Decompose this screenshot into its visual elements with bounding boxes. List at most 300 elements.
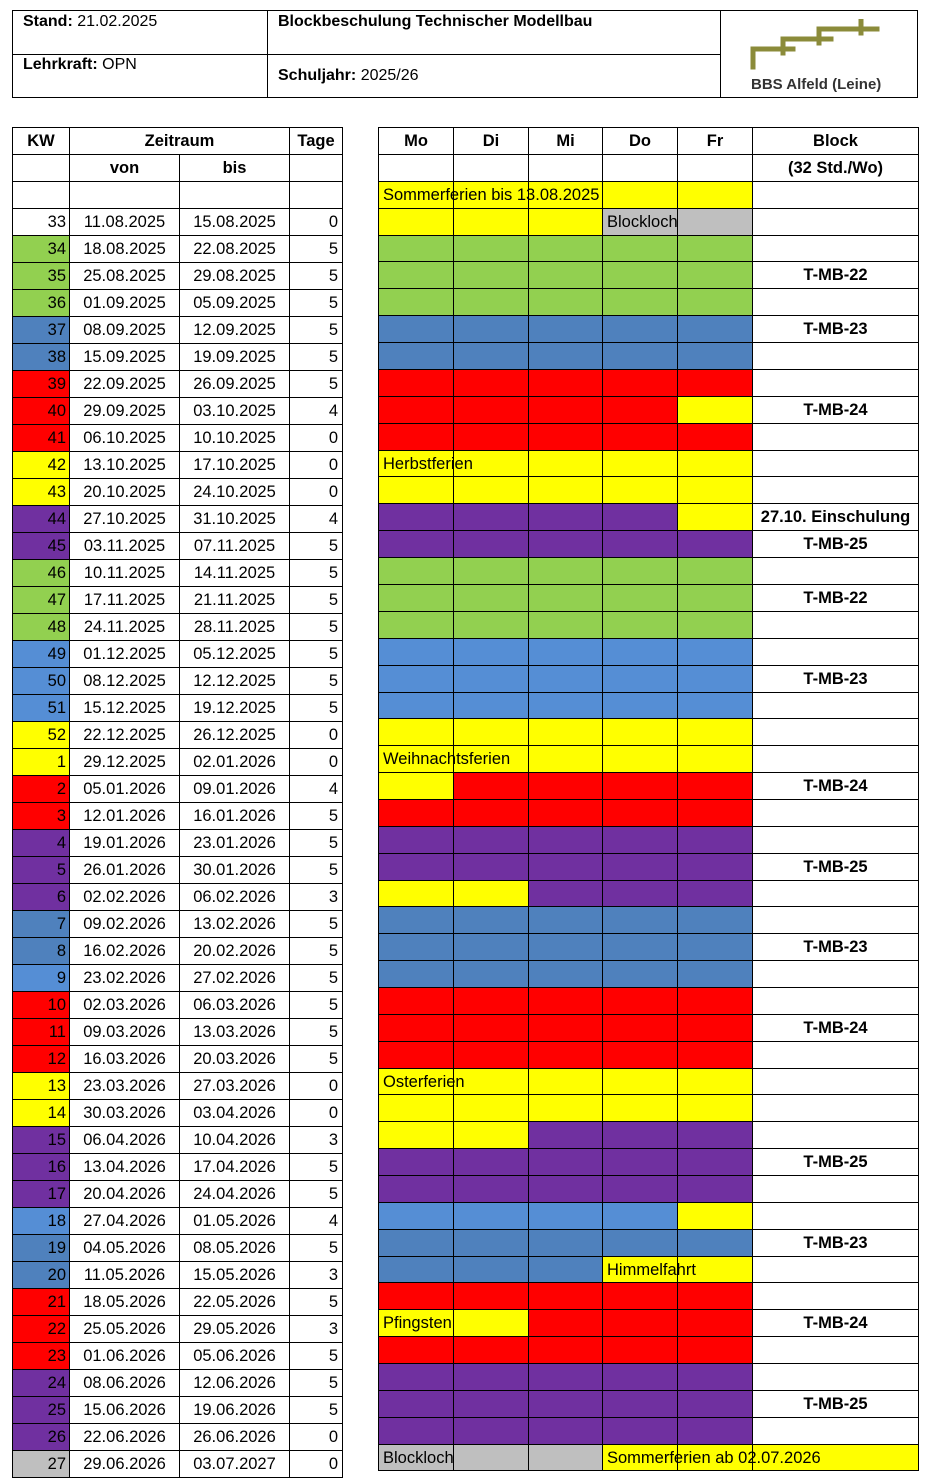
day-cell (678, 369, 753, 396)
tage-cell: 5 (290, 289, 343, 316)
schedule-row (379, 1175, 919, 1202)
block-cell: T-MB-25 (753, 531, 919, 558)
day-cell (678, 343, 753, 370)
kw-cell: 2 (13, 775, 70, 802)
day-cell (603, 262, 678, 289)
schedule-row (379, 934, 919, 961)
day-cell (603, 961, 678, 988)
tage-cell: 5 (290, 613, 343, 640)
document-title: Blockbeschulung Technischer Modellbau (278, 13, 593, 30)
day-cell (454, 961, 529, 988)
bis-cell: 26.06.2026 (180, 1423, 290, 1450)
von-cell: 29.06.2026 (70, 1450, 180, 1477)
bis-cell: 23.01.2026 (180, 829, 290, 856)
day-cell (603, 1256, 696, 1283)
day-cell (454, 880, 529, 907)
schedule-row (379, 316, 919, 343)
day-cell (379, 396, 454, 423)
tage-cell: 5 (290, 559, 343, 586)
day-cell (603, 692, 678, 719)
von-cell: 10.11.2025 (70, 559, 180, 586)
day-cell (454, 289, 529, 316)
tage-cell: 5 (290, 586, 343, 613)
bis-cell: 30.01.2026 (180, 856, 290, 883)
kw-cell: 22 (13, 1315, 70, 1342)
day-cell (603, 450, 678, 477)
schedule-row (379, 719, 919, 746)
day-cell (379, 746, 511, 773)
schedule-row (379, 369, 919, 396)
kw-cell: 27 (13, 1450, 70, 1477)
day-cell (678, 1363, 753, 1390)
block-cell (753, 1363, 919, 1390)
subheader-row (13, 155, 343, 182)
block-cell (753, 1041, 919, 1068)
day-cell (529, 611, 603, 638)
schuljahr-value: 2025/26 (360, 67, 419, 84)
day-cell (603, 1068, 678, 1095)
bis-cell: 29.05.2026 (180, 1315, 290, 1342)
day-cell (678, 396, 753, 423)
day-cell (678, 880, 753, 907)
block-cell: T-MB-23 (753, 665, 919, 692)
tage-cell: 3 (290, 883, 343, 910)
tage-cell: 5 (290, 829, 343, 856)
day-cell (454, 423, 529, 450)
lehrkraft-label: Lehrkraft: (23, 56, 98, 73)
day-cell (454, 558, 529, 585)
lehrkraft-value: OPN (102, 56, 137, 73)
von-cell: 17.11.2025 (70, 586, 180, 613)
bis-cell: 03.04.2026 (180, 1099, 290, 1126)
schedule-row (379, 1229, 919, 1256)
bis-cell: 10.10.2025 (180, 424, 290, 451)
von-cell: 04.05.2026 (70, 1234, 180, 1261)
tage-cell: 5 (290, 667, 343, 694)
week-row (13, 856, 343, 883)
day-cell (454, 611, 529, 638)
day-cell (603, 343, 678, 370)
schedule-row (379, 1363, 919, 1390)
von-cell: 27.10.2025 (70, 505, 180, 532)
kw-cell: 40 (13, 397, 70, 424)
schedule-note: Himmelfahrt (607, 1260, 696, 1279)
day-cell (678, 692, 753, 719)
week-row (13, 424, 343, 451)
day-cell (678, 316, 753, 343)
schedule-row (379, 987, 919, 1014)
week-row (13, 802, 343, 829)
week-row (13, 937, 343, 964)
day-cell (379, 1363, 454, 1390)
day-cell (454, 1256, 529, 1283)
day-cell (529, 396, 603, 423)
von-cell: 22.09.2025 (70, 370, 180, 397)
von-cell: 08.12.2025 (70, 667, 180, 694)
schedule-row (379, 1068, 919, 1095)
block-cell (753, 289, 919, 316)
empty-cell (603, 155, 678, 182)
day-cell (678, 772, 753, 799)
schedule-row (379, 450, 919, 477)
von-cell: 23.02.2026 (70, 964, 180, 991)
von-cell: 12.01.2026 (70, 802, 180, 829)
day-cell (379, 1175, 454, 1202)
day-cell (529, 799, 603, 826)
day-cell (379, 423, 454, 450)
bis-cell: 24.04.2026 (180, 1180, 290, 1207)
day-cell (379, 907, 454, 934)
kw-cell: 50 (13, 667, 70, 694)
schuljahr-cell (268, 65, 720, 95)
day-cell (678, 531, 753, 558)
von-cell: 08.06.2026 (70, 1369, 180, 1396)
zeitraum-header: Zeitraum (70, 128, 290, 155)
day-cell (603, 423, 678, 450)
day-cell (529, 1041, 603, 1068)
schedule-row (379, 1444, 919, 1471)
block-cell (753, 638, 919, 665)
block-cell (753, 611, 919, 638)
day-cell (603, 1417, 678, 1444)
day-cell (379, 1390, 454, 1417)
day-cell (603, 1363, 678, 1390)
kw-cell: 38 (13, 343, 70, 370)
von-cell: 11.05.2026 (70, 1261, 180, 1288)
bis-cell: 17.10.2025 (180, 451, 290, 478)
week-row (13, 208, 343, 235)
day-cell (603, 719, 678, 746)
document-header (12, 10, 918, 98)
day-cell (603, 638, 678, 665)
block-cell (753, 1283, 919, 1310)
day-cell (379, 719, 454, 746)
tage-cell: 0 (290, 478, 343, 505)
von-cell: 09.02.2026 (70, 910, 180, 937)
day-cell (379, 369, 454, 396)
week-row (13, 559, 343, 586)
block-cell (753, 423, 919, 450)
block-subheader: (32 Std./Wo) (753, 155, 919, 182)
von-cell: 16.03.2026 (70, 1045, 180, 1072)
kw-cell: 24 (13, 1369, 70, 1396)
schedule-row (379, 531, 919, 558)
day-cell (454, 504, 529, 531)
day-cell (379, 799, 454, 826)
bis-cell: 24.10.2025 (180, 478, 290, 505)
day-cell (379, 1310, 454, 1337)
week-row (13, 748, 343, 775)
day-cell (529, 450, 603, 477)
schedule-row (379, 799, 919, 826)
tage-cell: 5 (290, 262, 343, 289)
tage-cell: 5 (290, 1342, 343, 1369)
tage-cell: 5 (290, 1288, 343, 1315)
day-cell (529, 772, 603, 799)
day-cell (678, 477, 753, 504)
kw-cell: 37 (13, 316, 70, 343)
day-cell (454, 665, 529, 692)
block-cell (753, 799, 919, 826)
day-cell (678, 1229, 753, 1256)
day-cell (603, 1390, 678, 1417)
bis-cell: 06.02.2026 (180, 883, 290, 910)
week-row (13, 910, 343, 937)
tage-cell: 0 (290, 451, 343, 478)
von-cell: 23.03.2026 (70, 1072, 180, 1099)
kw-cell: 23 (13, 1342, 70, 1369)
day-cell (603, 531, 678, 558)
day-cell (454, 262, 529, 289)
stand-value: 21.02.2025 (77, 13, 158, 30)
day-cell (454, 1417, 529, 1444)
day-cell (678, 611, 753, 638)
kw-cell: 1 (13, 748, 70, 775)
tage-cell: 5 (290, 343, 343, 370)
week-row (13, 1018, 343, 1045)
kw-cell: 5 (13, 856, 70, 883)
day-cell (603, 665, 678, 692)
day-cell (603, 182, 678, 209)
block-cell: T-MB-24 (753, 396, 919, 423)
week-row (13, 532, 343, 559)
day-header-do: Do (603, 128, 678, 155)
day-cell (529, 1148, 603, 1175)
day-cell (529, 907, 603, 934)
von-cell: 08.09.2025 (70, 316, 180, 343)
week-row (13, 505, 343, 532)
tage-cell: 0 (290, 424, 343, 451)
day-cell (603, 826, 678, 853)
day-cell (379, 208, 454, 235)
bis-cell: 12.09.2025 (180, 316, 290, 343)
kw-cell: 14 (13, 1099, 70, 1126)
day-cell (529, 853, 603, 880)
block-cell (753, 343, 919, 370)
von-header: von (70, 155, 180, 182)
kw-cell: 3 (13, 802, 70, 829)
day-cell (529, 1390, 603, 1417)
bbs-logo-icon (741, 19, 917, 95)
week-row (13, 1369, 343, 1396)
block-cell (753, 692, 919, 719)
empty-cell (180, 182, 290, 209)
kw-cell: 42 (13, 451, 70, 478)
block-header: Block (753, 128, 919, 155)
day-cell (379, 934, 454, 961)
von-cell: 25.08.2025 (70, 262, 180, 289)
kw-cell: 52 (13, 721, 70, 748)
schedule-row (379, 235, 919, 262)
tage-cell: 5 (290, 802, 343, 829)
kw-cell: 8 (13, 937, 70, 964)
kw-cell: 46 (13, 559, 70, 586)
von-cell: 09.03.2026 (70, 1018, 180, 1045)
day-cell (603, 584, 678, 611)
day-cell (678, 208, 753, 235)
day-cell (454, 208, 529, 235)
day-cell (603, 396, 678, 423)
bis-cell: 20.02.2026 (180, 937, 290, 964)
block-cell: T-MB-23 (753, 1229, 919, 1256)
day-cell (678, 182, 753, 209)
kw-cell: 4 (13, 829, 70, 856)
day-cell (603, 1444, 821, 1471)
week-row (13, 1288, 343, 1315)
block-cell: T-MB-25 (753, 853, 919, 880)
week-row (13, 1045, 343, 1072)
week-row (13, 1342, 343, 1369)
day-cell (678, 907, 753, 934)
day-cell (529, 1095, 603, 1122)
day-cell (529, 1363, 603, 1390)
day-cell (529, 692, 603, 719)
schedule-note: Herbstferien (383, 454, 473, 473)
von-cell: 22.06.2026 (70, 1423, 180, 1450)
tage-cell: 4 (290, 775, 343, 802)
day-cell (454, 396, 529, 423)
von-cell: 01.12.2025 (70, 640, 180, 667)
day-cell (379, 1202, 454, 1229)
tage-cell: 0 (290, 1099, 343, 1126)
day-cell (379, 692, 454, 719)
block-cell: T-MB-22 (753, 262, 919, 289)
bis-cell: 20.03.2026 (180, 1045, 290, 1072)
block-cell: T-MB-24 (753, 1014, 919, 1041)
day-cell (379, 1337, 454, 1364)
week-row (13, 478, 343, 505)
day-cell (603, 1095, 678, 1122)
schedule-note: Blockloch (607, 212, 678, 231)
bis-cell: 21.11.2025 (180, 586, 290, 613)
day-cell (379, 853, 454, 880)
tage-cell: 4 (290, 1207, 343, 1234)
bis-cell: 19.12.2025 (180, 694, 290, 721)
schedule-row (379, 343, 919, 370)
day-cell (379, 665, 454, 692)
block-cell (753, 369, 919, 396)
bis-header: bis (180, 155, 290, 182)
bis-cell: 03.10.2025 (180, 397, 290, 424)
day-cell (529, 1202, 603, 1229)
day-cell (379, 1148, 454, 1175)
schedule-row (379, 746, 919, 773)
von-cell: 29.12.2025 (70, 748, 180, 775)
schedule-row (379, 1283, 919, 1310)
day-cell (678, 1175, 753, 1202)
tage-cell: 5 (290, 640, 343, 667)
day-cell (454, 799, 529, 826)
schedule-row (379, 584, 919, 611)
day-cell (379, 987, 454, 1014)
day-cell (678, 719, 753, 746)
day-cell (678, 1417, 753, 1444)
day-cell (454, 1202, 529, 1229)
day-cell (379, 961, 454, 988)
schedule-row (379, 1390, 919, 1417)
block-cell: T-MB-24 (753, 1310, 919, 1337)
day-cell (678, 235, 753, 262)
day-cell (454, 1229, 529, 1256)
bis-cell: 16.01.2026 (180, 802, 290, 829)
day-cell (454, 531, 529, 558)
bis-cell: 03.07.2027 (180, 1450, 290, 1477)
day-cell (678, 1310, 753, 1337)
day-cell (529, 1256, 603, 1283)
day-cell (454, 826, 529, 853)
day-cell (379, 531, 454, 558)
day-cell (678, 826, 753, 853)
kw-cell: 49 (13, 640, 70, 667)
day-cell (454, 369, 529, 396)
kw-cell: 11 (13, 1018, 70, 1045)
schedule-row (379, 262, 919, 289)
week-row (13, 640, 343, 667)
day-cell (529, 826, 603, 853)
tage-cell: 0 (290, 1450, 343, 1477)
bis-cell: 13.03.2026 (180, 1018, 290, 1045)
day-cell (529, 1122, 603, 1149)
block-cell (753, 1122, 919, 1149)
block-cell: T-MB-22 (753, 584, 919, 611)
day-cell (454, 1390, 529, 1417)
day-cell (678, 504, 753, 531)
schedule-row (379, 208, 919, 235)
week-row (13, 343, 343, 370)
schedule-row (379, 1148, 919, 1175)
tage-cell: 5 (290, 532, 343, 559)
schedule-row (379, 1310, 919, 1337)
day-cell (603, 1337, 678, 1364)
day-cell (379, 316, 454, 343)
tage-cell: 5 (290, 937, 343, 964)
bis-cell: 14.11.2025 (180, 559, 290, 586)
day-cell (529, 746, 603, 773)
day-cell (379, 638, 454, 665)
von-cell: 22.12.2025 (70, 721, 180, 748)
week-row (13, 235, 343, 262)
header-row (379, 128, 919, 155)
tage-cell: 5 (290, 856, 343, 883)
von-cell: 11.08.2025 (70, 208, 180, 235)
day-cell (603, 880, 678, 907)
week-row (13, 775, 343, 802)
tage-header: Tage (290, 128, 343, 155)
von-cell: 01.09.2025 (70, 289, 180, 316)
day-cell (529, 987, 603, 1014)
day-cell (678, 289, 753, 316)
day-cell (603, 235, 678, 262)
kw-cell: 51 (13, 694, 70, 721)
day-cell (678, 423, 753, 450)
tage-cell: 5 (290, 910, 343, 937)
block-cell (753, 450, 919, 477)
pre-row (13, 182, 343, 209)
day-cell (529, 1014, 603, 1041)
schedule-row (379, 772, 919, 799)
day-cell (603, 907, 678, 934)
block-cell (753, 1095, 919, 1122)
bis-cell: 13.02.2026 (180, 910, 290, 937)
day-cell (529, 719, 603, 746)
von-cell: 01.06.2026 (70, 1342, 180, 1369)
kw-cell: 18 (13, 1207, 70, 1234)
day-cell (678, 1041, 753, 1068)
day-cell (379, 826, 454, 853)
block-cell (753, 826, 919, 853)
day-cell (379, 477, 454, 504)
day-cell (603, 477, 678, 504)
